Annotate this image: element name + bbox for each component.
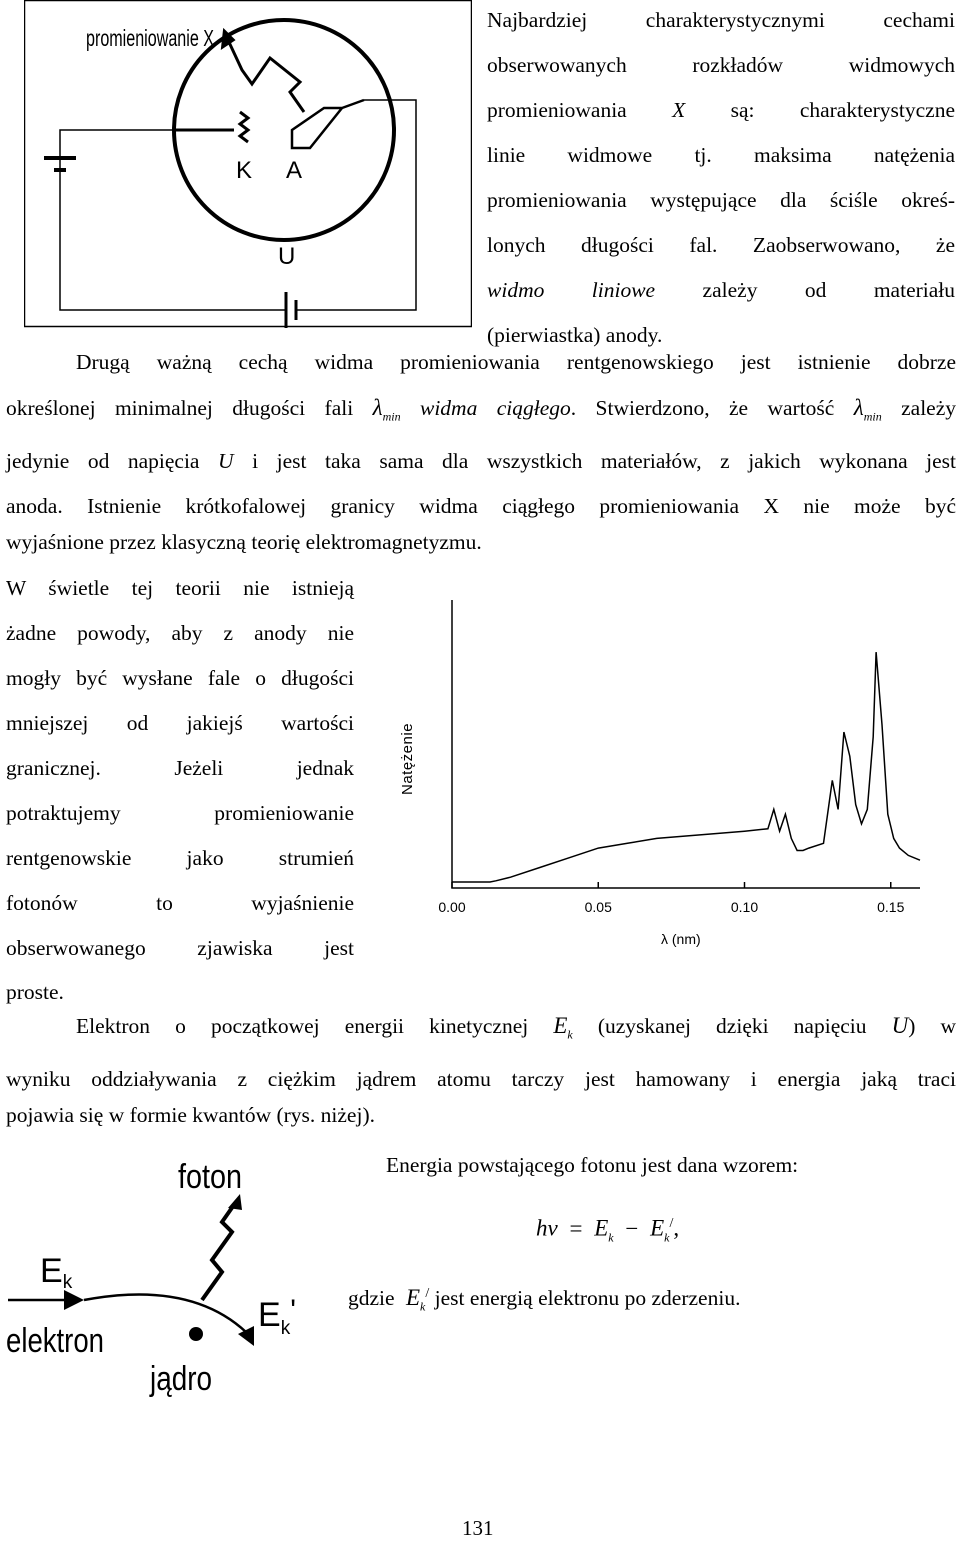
- formula-explanation: gdzie $E_k^/$ jest energią elektronu po zderzeniu.: [348, 1285, 741, 1314]
- nucleus-dot: [189, 1327, 203, 1341]
- p4-line-1: Elektron o początkowej energii kinetycznej $E_k$ (uzyskanej dzięki napięciu U) w: [76, 1013, 957, 1042]
- p2-line-4: anoda. Istnienie krótkofalowej granicy widma ciągłego promieniowania X nie może być: [6, 494, 956, 519]
- photon-arrowhead: [228, 1194, 242, 1210]
- jadro-label: jądro: [149, 1360, 212, 1398]
- p3-line-8: fotonów to wyjaśnienie: [6, 891, 354, 915]
- paragraph-2: [6, 340, 956, 529]
- intro-line-8: (pierwiastka) anody.: [487, 323, 663, 347]
- anode-label: A: [286, 157, 303, 184]
- page-number: 131: [462, 1516, 494, 1540]
- p3-line-2: żadne powody, aby z anody nie: [6, 621, 354, 645]
- intro-line-6: lonych długości fal. Zaobserwowano, że: [487, 233, 955, 257]
- intro-line-7: widmo liniowe zależy od materiału: [487, 278, 956, 302]
- chart-x-label: λ (nm): [661, 931, 701, 947]
- xray-tube-diagram: [24, 0, 472, 330]
- electron-arrowhead: [64, 1290, 84, 1310]
- p3-line-3: mogły być wysłane fale o długości: [6, 666, 354, 690]
- p2-line-1: Drugą ważną cechą widma promieniowania rentgenowskiego jest istnienie dobrze: [76, 350, 956, 374]
- p4-line-2: wyniku oddziaływania z ciężkim jądrem atomu tarczy jest hamowany i energia jaką traci: [6, 1067, 956, 1092]
- chart-y-label: Natężenie: [399, 722, 416, 795]
- p3-line-5: granicznej. Jeżeli jednak: [6, 756, 354, 780]
- cathode-label: K: [236, 157, 253, 184]
- x-tick-label: 0.10: [730, 899, 759, 915]
- battery-bottom: [286, 292, 296, 328]
- anode: [292, 100, 364, 148]
- intro-line-3: promieniowania X są: charakterystyczne: [487, 98, 955, 122]
- chart-series-line: [452, 652, 920, 882]
- intro-line-4: linie widmowe tj. maksima natężenia: [487, 143, 955, 167]
- x-tick-label: 0.15: [877, 899, 905, 915]
- intro-line-1: Najbardziej charakterystycznymi cechami: [487, 8, 955, 32]
- voltage-label: U: [278, 243, 296, 270]
- chart-axes: [452, 600, 920, 888]
- collision-diagram: [0, 1150, 330, 1410]
- p2-line-3: jedynie od napięcia U i jest taka sama dla wszystkich materiałów, z jakich wykonana jest: [6, 449, 957, 474]
- trajectory-arrowhead: [238, 1326, 254, 1346]
- p4-line-3: pojawia się w formie kwantów (rys. niżej).: [6, 1103, 375, 1127]
- paragraph-3: [6, 566, 354, 971]
- formula-intro: Energia powstającego fotonu jest dana wzorem:: [386, 1153, 799, 1177]
- foton-label: foton: [178, 1158, 242, 1196]
- cathode: [174, 112, 248, 142]
- p3-line-6: potraktujemy promieniowanie: [6, 801, 354, 825]
- ek-label: Ek: [40, 1252, 73, 1293]
- p3-line-9: obserwowanego zjawiska jest: [6, 936, 354, 960]
- paragraph-4: [6, 1003, 956, 1102]
- intro-paragraph: [487, 0, 955, 313]
- elektron-label: elektron: [6, 1322, 104, 1360]
- x-tick-label: 0.00: [438, 899, 466, 915]
- xray-label: promieniowanie X: [86, 25, 214, 51]
- x-tick-label: 0.05: [584, 899, 612, 915]
- intro-line-5: promieniowania występujące dla ściśle okreś-: [487, 188, 955, 212]
- p3-last-line: proste.: [6, 980, 64, 1004]
- p2-line-5: wyjaśnione przez klasyczną teorię elektromagnetyzmu.: [6, 530, 482, 554]
- xray-zigzag: [228, 40, 304, 112]
- ekp-label: $E_k'$: [258, 1294, 296, 1339]
- photon-energy-formula: $h\nu = E_k - E_k^/$,: [536, 1215, 680, 1245]
- intro-line-2: obserwowanych rozkładów widmowych: [487, 53, 955, 77]
- p2-line-2: określonej minimalnej długości fali $\lambda_{min}$ widma ciągłego. Stwierdzono, że wartość $\lambda_{min}$ zależy: [6, 395, 957, 424]
- p3-line-4: mniejszej od jakiejś wartości: [6, 711, 354, 735]
- photon-zigzag: [202, 1202, 236, 1300]
- spectrum-chart: [390, 590, 930, 960]
- chart-x-ticks: [438, 882, 904, 915]
- p3-line-7: rentgenowskie jako strumień: [6, 846, 354, 870]
- electron-trajectory: [84, 1294, 246, 1332]
- p3-line-1: W świetle tej teorii nie istnieją: [6, 576, 354, 600]
